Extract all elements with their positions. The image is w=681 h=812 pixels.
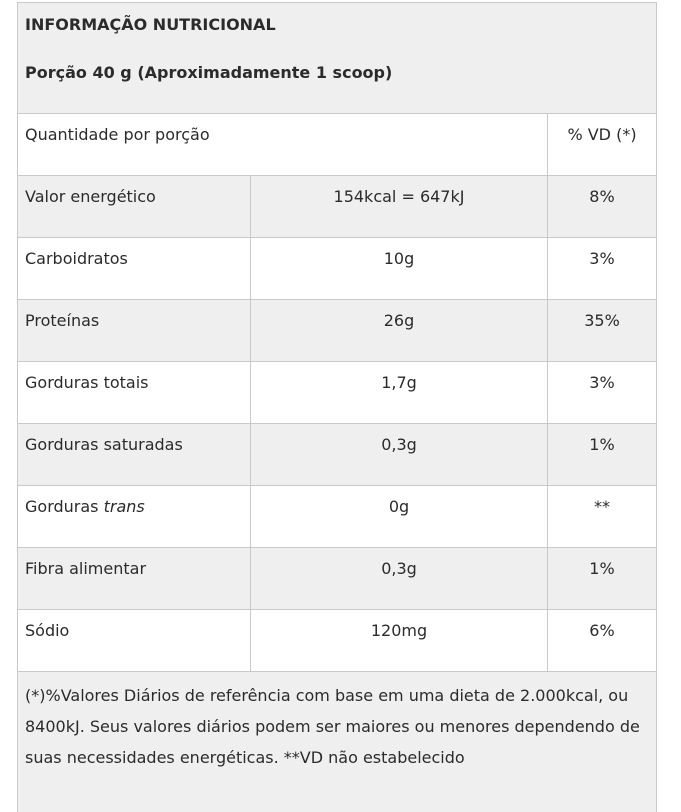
nutrient-name: Gorduras saturadas: [18, 424, 251, 486]
nutrient-name: Sódio: [18, 610, 251, 672]
nutrient-amount: 26g: [251, 300, 548, 362]
table-row: [18, 300, 657, 362]
table-row: [18, 176, 657, 238]
nutrient-vd: 1%: [548, 424, 657, 486]
nutrient-amount: 154kcal = 647kJ: [251, 176, 548, 238]
nutrient-amount: 0,3g: [251, 548, 548, 610]
table-row: [18, 610, 657, 672]
nutrient-vd: 8%: [548, 176, 657, 238]
table-title: INFORMAÇÃO NUTRICIONAL: [25, 15, 276, 34]
nutrient-name-prefix: Gorduras: [25, 497, 104, 516]
nutrient-vd: 1%: [548, 548, 657, 610]
nutrient-amount: 10g: [251, 238, 548, 300]
nutrient-name: Valor energético: [18, 176, 251, 238]
nutrient-vd: 3%: [548, 362, 657, 424]
column-header-vd: % VD (*): [548, 114, 657, 176]
table-header-row: [18, 3, 657, 114]
column-header-row: [18, 114, 657, 176]
nutrient-vd: 3%: [548, 238, 657, 300]
portion-label: Porção 40 g (Aproximadamente 1 scoop): [25, 63, 393, 82]
footnote-text: (*)%Valores Diários de referência com base em uma dieta de 2.000kcal, ou 8400kJ. Seus valores diários podem ser maiores ou menores dependendo de suas necessidades energéticas. **VD não estabelecido: [18, 672, 657, 812]
table-row: [18, 486, 657, 548]
table-header-cell: [18, 3, 657, 114]
nutrient-vd: **: [548, 486, 657, 548]
nutrient-name-italic: trans: [103, 497, 145, 516]
nutrient-name: Fibra alimentar: [18, 548, 251, 610]
nutrient-vd: 6%: [548, 610, 657, 672]
nutrient-amount: 120mg: [251, 610, 548, 672]
nutrient-name: Proteínas: [18, 300, 251, 362]
nutrient-amount: 1,7g: [251, 362, 548, 424]
nutrient-name: Carboidratos: [18, 238, 251, 300]
nutrient-amount: 0g: [251, 486, 548, 548]
table-row: [18, 548, 657, 610]
nutrient-name: Gorduras totais: [18, 362, 251, 424]
table-row: [18, 238, 657, 300]
nutrient-amount: 0,3g: [251, 424, 548, 486]
table-row: [18, 424, 657, 486]
nutrient-name: [18, 486, 251, 548]
column-header-quantity: Quantidade por porção: [18, 114, 548, 176]
table-row: [18, 362, 657, 424]
nutrient-vd: 35%: [548, 300, 657, 362]
nutrition-table: [17, 2, 657, 812]
footnote-row: [18, 672, 657, 812]
